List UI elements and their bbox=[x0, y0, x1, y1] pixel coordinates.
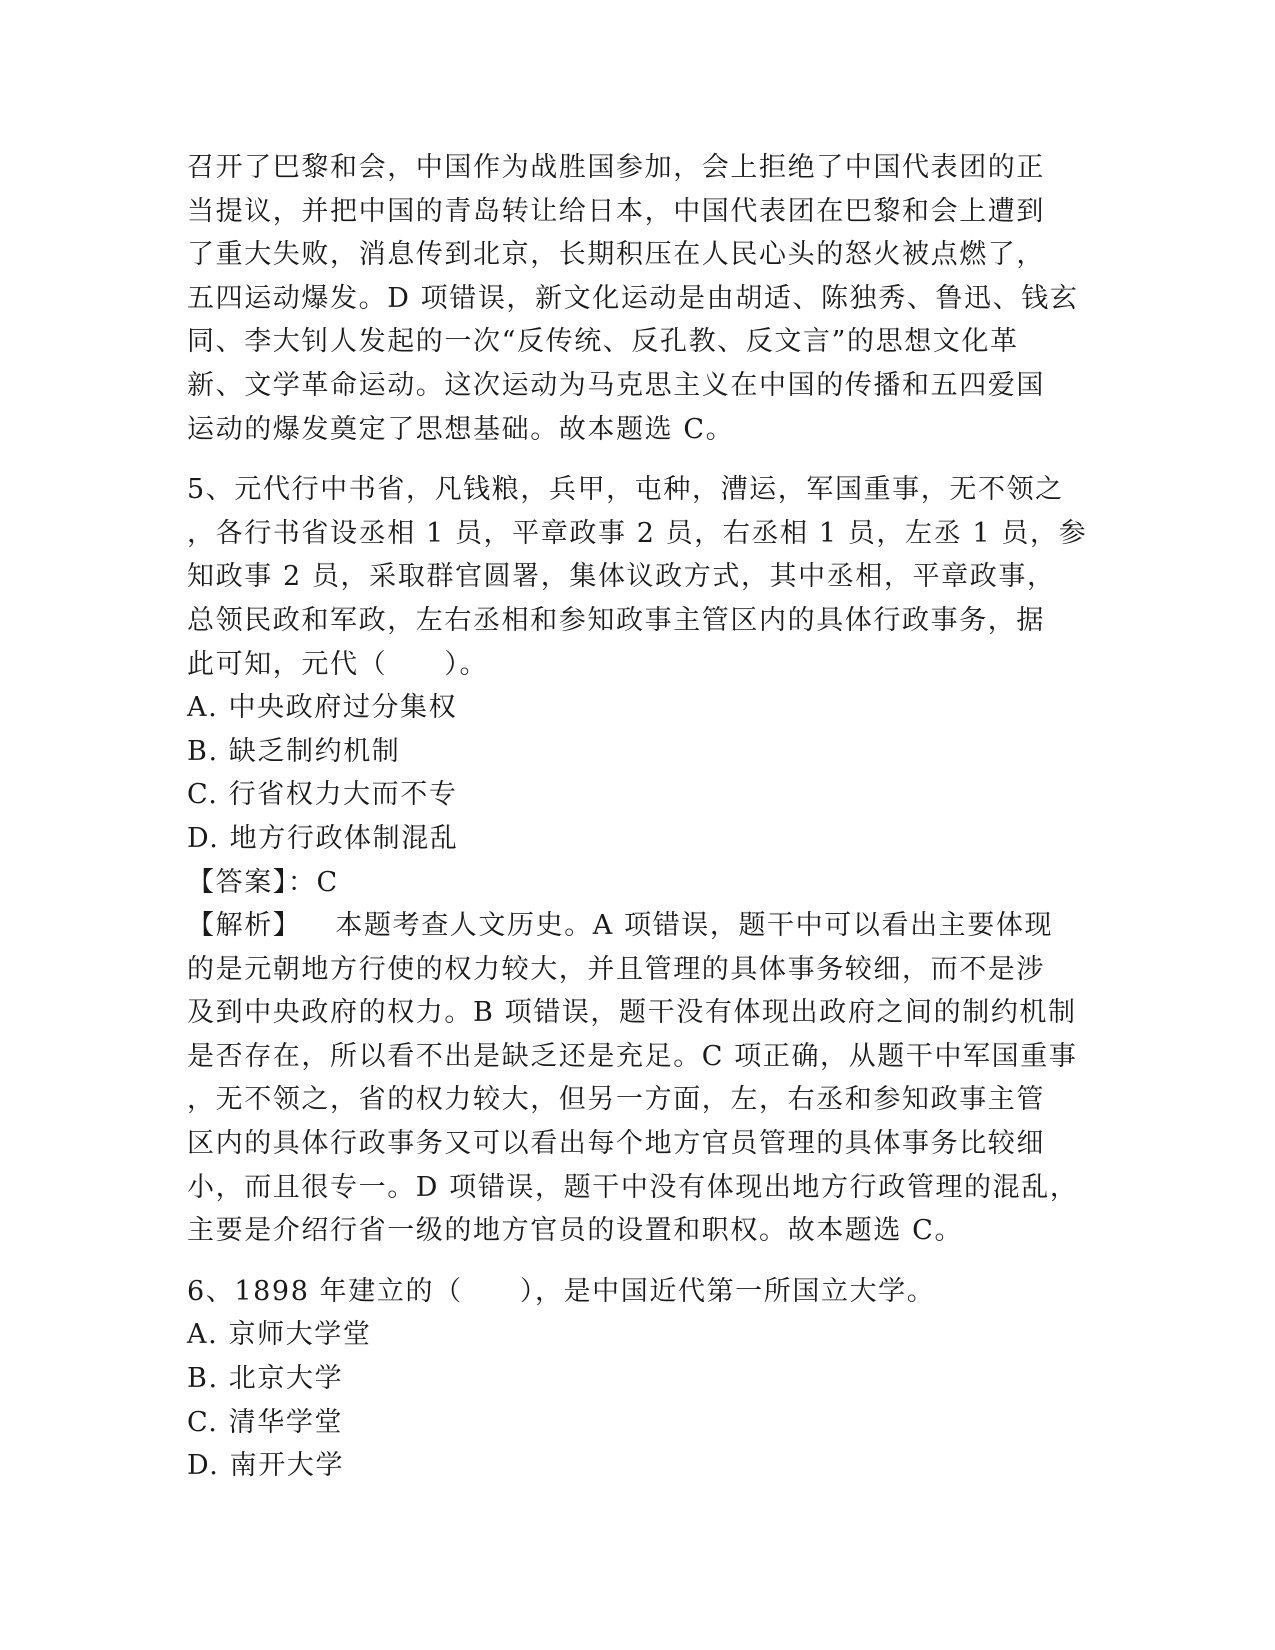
analysis-line: ，无不领之，省的权力较大，但另一方面，左，右丞和参知政事主管 bbox=[187, 1084, 1045, 1116]
text-line: 同、李大钊人发起的一次“反传统、反孔教、反文言”的思想文化革 bbox=[187, 326, 1019, 358]
analysis-text: 本题考查人文历史。A 项错误，题干中可以看出主要体现 bbox=[335, 910, 1054, 942]
stem-line: 此可知，元代（ ）。 bbox=[187, 648, 489, 680]
analysis-line: 的是元朝地方行使的权力较大，并且管理的具体事务较细，而不是涉 bbox=[187, 953, 1045, 985]
stem-line: ，各行书省设丞相 1 员，平章政事 2 员，右丞相 1 员，左丞 1 员，参 bbox=[187, 517, 1088, 549]
text-line: 当提议，并把中国的青岛转让给日本，中国代表团在巴黎和会上遭到 bbox=[187, 195, 1045, 227]
stem-line: 总领民政和军政，左右丞相和参知政事主管区内的具体行政事务，据 bbox=[187, 604, 1045, 636]
question-stem bbox=[187, 468, 1087, 686]
option-c: C. 清华学堂 bbox=[187, 1406, 344, 1438]
analysis-line: 及到中央政府的权力。B 项错误，题干没有体现出政府之间的制约机制 bbox=[187, 997, 1077, 1029]
option-d: D. 地方行政体制混乱 bbox=[187, 822, 459, 854]
analysis-first-line bbox=[187, 904, 1087, 948]
option-b: B. 缺乏制约机制 bbox=[187, 735, 401, 767]
option-list bbox=[187, 686, 1087, 860]
option-a: A. 京师大学堂 bbox=[187, 1319, 372, 1351]
text-line: 了重大失败，消息传到北京，长期积压在人民心头的怒火被点燃了， bbox=[187, 239, 1045, 271]
explanation-continued bbox=[187, 146, 1087, 451]
text-line: 新、文学革命运动。这次运动为马克思主义在中国的传播和五四爱国 bbox=[187, 369, 1045, 401]
text-line: 召开了巴黎和会，中国作为战胜国参加，会上拒绝了中国代表团的正 bbox=[187, 152, 1045, 183]
analysis-line: 是否存在，所以看不出是缺乏还是充足。C 项正确，从题干中军国重事 bbox=[187, 1040, 1078, 1072]
document-page bbox=[187, 146, 1087, 1488]
analysis-line: 主要是介绍行省一级的地方官员的设置和职权。故本题选 C。 bbox=[187, 1215, 964, 1247]
question-stem: 6、1898 年建立的（ ），是中国近代第一所国立大学。 bbox=[187, 1275, 936, 1307]
option-a: A. 中央政府过分集权 bbox=[187, 692, 458, 724]
question-5 bbox=[187, 468, 1087, 1253]
option-b: B. 北京大学 bbox=[187, 1363, 344, 1395]
analysis bbox=[187, 904, 1087, 1253]
option-d: D. 南开大学 bbox=[187, 1450, 345, 1482]
text-line: 五四运动爆发。D 项错误，新文化运动是由胡适、陈独秀、鲁迅、钱玄 bbox=[187, 282, 1079, 314]
question-6 bbox=[187, 1270, 1087, 1488]
spacer bbox=[187, 1253, 1087, 1270]
analysis-line: 区内的具体行政事务又可以看出每个地方官员管理的具体事务比较细 bbox=[187, 1128, 1045, 1160]
stem-line: 知政事 2 员，采取群官圆署，集体议政方式，其中丞相，平章政事， bbox=[187, 561, 1056, 593]
answer-label: 【答案】 bbox=[187, 866, 288, 898]
analysis-label: 【解析】 bbox=[187, 910, 302, 942]
answer-value: ：C bbox=[287, 866, 339, 898]
option-list bbox=[187, 1313, 1087, 1487]
stem-line: 5、元代行中书省，凡钱粮，兵甲，屯种，漕运，军国重事，无不领之 bbox=[187, 474, 1064, 506]
answer-line bbox=[187, 861, 1087, 905]
spacer bbox=[187, 451, 1087, 468]
analysis-line: 小，而且很专一。D 项错误，题干中没有体现出地方行政管理的混乱， bbox=[187, 1171, 1079, 1203]
option-c: C. 行省权力大而不专 bbox=[187, 779, 458, 811]
text-line: 运动的爆发奠定了思想基础。故本题选 C。 bbox=[187, 413, 735, 445]
